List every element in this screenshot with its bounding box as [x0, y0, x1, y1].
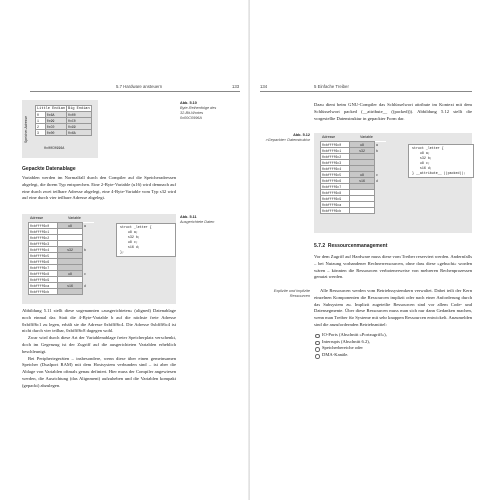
paragraph-text: Abbildung 5.11 stellt diese sogenannten »ausgerichteten« (aligned) Datenablage noch einmal dar. Statt die 4-Byte-Variable b auf die nächste freie Adresse 0xbffff6c1 zu legen, erhält sie die Adresse 0xbffff6c4. Die Adresse 0xbffff6c4 ist nicht durch vier teilbar, 0xbffff6c8 dagegen wohl.	[22, 308, 176, 334]
paragraph-text: Zwar wird durch diese Art der Variablenablage freier Speicherplatz verschenkt, doch im Gegenzug ist der Zugriff auf die ausgerichteten Variablen erheblich beschleunigt.	[22, 335, 176, 354]
memory-address: 0xbffff6c2	[321, 154, 350, 160]
memory-address: 0xbffff6c3	[321, 160, 350, 166]
memory-address: 0xbffff6ca	[29, 283, 58, 289]
memory-address: 0xbffff6cb	[321, 208, 350, 214]
col-variable: Variable	[360, 135, 373, 139]
endian-big-value: 0x99	[67, 124, 92, 130]
left-header-rule	[30, 91, 240, 92]
memory-letter: b	[83, 247, 94, 253]
memory-variable: u8	[350, 142, 375, 148]
margin-note	[260, 289, 310, 299]
col-variable: Variable	[68, 216, 81, 220]
packed-memory-table	[320, 141, 386, 214]
section-title: Ressourcenmanagement	[327, 243, 388, 249]
left-paragraph-1	[22, 175, 176, 202]
right-paragraph-1	[314, 102, 472, 122]
memory-address: 0xbffff6c0	[29, 223, 58, 229]
aligned-memory-table	[28, 222, 94, 295]
memory-row	[321, 208, 386, 214]
paragraph-text: Alle Ressourcen werden vom Betriebssystemkern verwaltet. Dabei teilt der Kern einzelnen Komponenten die Ressourcen implizit oder nach einer Anforderung durch das Subsystem zu. Implizit zugeteilte Ressourcen sind vor allem Code- und Datensegmente. Über diese Ressourcen muss man sich nur dann Gedanken machen, wenn man Treiber für Systeme mit sehr knappen Ressourcen entwickelt. Anzumelden sind die anzufordernden Betriebsmittel:	[314, 288, 472, 327]
memory-variable	[350, 208, 375, 214]
memory-address: 0xbffff6cb	[29, 289, 58, 295]
section-heading	[314, 243, 387, 249]
memory-variable	[58, 289, 83, 295]
memory-address: 0xbffff6c3	[29, 241, 58, 247]
figure-5-12-label: Abb. 5.12	[293, 133, 310, 137]
endian-addr: 0	[36, 112, 46, 118]
memory-variable: s32	[58, 247, 83, 253]
memory-address: 0xbffff6c8	[321, 190, 350, 196]
endian-little-value: 0x00	[45, 130, 66, 136]
memory-address: 0xbffff6c5	[29, 253, 58, 259]
endian-little-value: 0x99	[45, 118, 66, 124]
margin-note-line: Ressourcen	[289, 294, 310, 298]
left-paragraphs	[22, 308, 176, 390]
list-item: Speicherbereiche oder	[314, 345, 472, 352]
memory-letter: b	[375, 148, 386, 154]
memory-variable: s16	[58, 283, 83, 289]
memory-address: 0xbffff6c1	[29, 229, 58, 235]
packed-struct-code: struct _letter { u8 a; s32 b; u8 c; s16 d; } __attribute__ ((packed));	[408, 144, 474, 178]
caption-line: Ausgerichtete Daten	[180, 220, 215, 224]
memory-variable: s16	[350, 178, 375, 184]
paragraph-text: Bei Peripheriegeräten – insbesondere, wenn diese über einen gemeinsamen Speicher (Dualport RAM) mit dem Hostsystem verbunden sind – ist aber die Ablage von Variablen oftmals genau definiert. Hier muss der Compiler angewiesen werden, die Ausrichtung (das Alignment) aufzuheben und die Variablen kompakt (gepackt) abzulegen.	[22, 355, 176, 388]
memory-letter: d	[375, 178, 386, 184]
memory-address: 0xbffff6c0	[321, 142, 350, 148]
col-little-endian: Little Endian	[37, 106, 66, 111]
section-number: 5.7.2	[314, 243, 326, 249]
left-page-number: 133	[232, 84, 240, 89]
figure-5-12-caption	[260, 133, 310, 143]
memory-letter: a	[83, 223, 94, 229]
memory-address: 0xbffff6c4	[321, 166, 350, 172]
memory-address: 0xbffff6ca	[321, 202, 350, 208]
figure-5-11-caption	[180, 215, 240, 225]
endian-row	[36, 130, 92, 136]
memory-variable: u8	[58, 271, 83, 277]
memory-address: 0xbffff6c4	[29, 247, 58, 253]
heading-packed-data: Gepackte Datenablage	[22, 166, 76, 172]
endian-word: 0x00C0996A	[44, 147, 65, 151]
aligned-struct-code: struct _letter { u8 a; s32 b; u8 c; s16 d; };	[116, 223, 176, 257]
list-item: Interrupts (Abschnitt 6.2),	[314, 339, 472, 346]
endian-little-value: 0xC0	[45, 124, 66, 130]
margin-note-line: Explizite und implizite	[273, 289, 310, 293]
memory-letter	[83, 289, 94, 295]
endian-big-value: 0x6A	[67, 130, 92, 136]
caption-line: 0x00C0996A	[180, 116, 202, 120]
paragraph-text: Variablen werden im Normalfall durch den Compiler auf die Speicheradressen abgelegt, die ihrem Typ entsprechen. Eine 2-Byte-Variable (u16) wird demnach auf eine durch zwei teilbare Adresse abgelegt, eine 4-Byte-Variable vom Typ s32 wird auf eine durch vier teilbare Adresse abgelegt.	[22, 175, 176, 201]
endian-addr: 2	[36, 124, 46, 130]
memory-address: 0xbffff6c7	[29, 265, 58, 271]
figure-5-10-caption	[180, 101, 240, 121]
memory-address: 0xbffff6c9	[321, 196, 350, 202]
right-paragraph-2	[314, 254, 472, 281]
endian-addr: 3	[36, 130, 46, 136]
memory-letter: c	[375, 172, 386, 178]
right-paragraph-3	[314, 288, 472, 359]
endian-table	[35, 105, 92, 136]
memory-address: 0xbffff6c5	[321, 172, 350, 178]
figure-5-11-label: Abb. 5.11	[180, 215, 197, 219]
paragraph-text: Vor dem Zugriff auf Hardware muss diese vom Treiber reserviert werden. Andernfalls – bei Nutzung vorhandener Rechnerressourcen, ohne dass diese »gebucht« worden wären – könnten die Ressourcen verbotenerweise von mehreren Rechenprozessen genutzt werden.	[314, 254, 473, 280]
paragraph-text: Dazu dient beim GNU-Compiler das Schlüsselwort attribute im Kontext mit dem Schlüsselwort packed (__attribute__ ((packed))). Abbildung 5.12 stellt die vorgestellte Datenstruktur in gepackter Form dar.	[314, 102, 472, 121]
memory-address: 0xbffff6c9	[29, 277, 58, 283]
memory-letter: a	[375, 142, 386, 148]
memory-variable: u8	[350, 172, 375, 178]
list-item: DMA-Kanäle.	[314, 352, 472, 359]
memory-letter: d	[83, 283, 94, 289]
endian-big-value: 0x00	[67, 112, 92, 118]
memory-address: 0xbffff6c2	[29, 235, 58, 241]
caption-line: Byte-Reihenfolge des	[180, 106, 217, 110]
figure-5-11	[22, 214, 176, 304]
memory-letter: c	[83, 271, 94, 277]
endian-axis-label: Speicher-Adresse	[24, 116, 28, 143]
memory-variable: s32	[350, 148, 375, 154]
figure-5-12	[314, 133, 472, 233]
right-running-header: 5 Einfache Treiber	[314, 84, 349, 89]
caption-line: 32-Bit-Wortes	[180, 111, 204, 115]
figure-5-10-label: Abb. 5.10	[180, 101, 197, 105]
right-page	[250, 0, 500, 500]
memory-letter	[375, 208, 386, 214]
memory-address: 0xbffff6c7	[321, 184, 350, 190]
col-big-endian: Big Endian	[68, 106, 90, 111]
list-item: IO-Ports (Abschnitt »Portzugriff«),	[314, 332, 472, 339]
memory-address: 0xbffff6c6	[29, 259, 58, 265]
figure-5-10	[22, 100, 98, 158]
endian-big-value: 0xC0	[67, 118, 92, 124]
endian-little-value: 0x6A	[45, 112, 66, 118]
right-header-rule	[260, 91, 472, 92]
left-running-header: 5.7 Hardware ansteuern	[116, 84, 163, 89]
col-address: Adresse	[30, 216, 44, 220]
memory-address: 0xbffff6c1	[321, 148, 350, 154]
memory-row	[29, 289, 94, 295]
col-address: Adresse	[322, 135, 336, 139]
memory-address: 0xbffff6c8	[29, 271, 58, 277]
memory-address: 0xbffff6c6	[321, 178, 350, 184]
right-page-number: 134	[260, 84, 268, 89]
memory-variable: u8	[58, 223, 83, 229]
endian-addr: 1	[36, 118, 46, 124]
resource-list	[314, 332, 472, 359]
caption-line: »Gepackte« Datenstruktur	[265, 138, 310, 142]
